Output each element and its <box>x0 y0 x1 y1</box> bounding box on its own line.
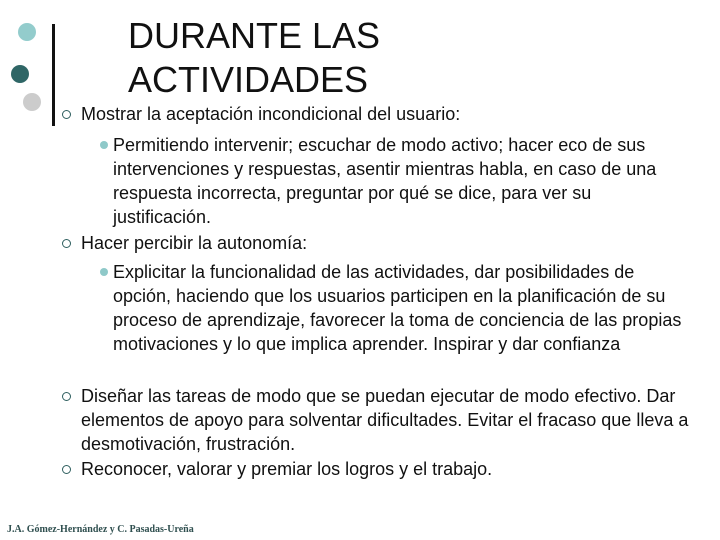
bullet-text: Permitiendo intervenir; escuchar de modo activo; hacer eco de sus intervenciones y respuestas, asentir mientras habla, en caso de una respuesta incorrecta, preguntar por qué se dice, para ver su justificación. <box>113 135 657 227</box>
title-line-1: DURANTE LAS <box>128 15 381 56</box>
bullet-3 <box>81 384 691 456</box>
circle-bullet-icon <box>62 110 71 119</box>
decorative-dot-grey <box>23 93 41 111</box>
circle-bullet-icon <box>62 392 71 401</box>
circle-bullet-icon <box>62 465 71 474</box>
bullet-text: Mostrar la aceptación incondicional del usuario: <box>81 104 461 124</box>
title-divider <box>52 24 55 126</box>
sub-bullet-1 <box>113 133 683 229</box>
bullet-4 <box>81 457 691 481</box>
sub-bullet-2 <box>113 260 683 356</box>
title-line-2: ACTIVIDADES <box>128 59 369 100</box>
slide-title <box>128 14 380 102</box>
bullet-2 <box>81 231 691 255</box>
bullet-text: Reconocer, valorar y premiar los logros y el trabajo. <box>81 459 493 479</box>
dot-bullet-icon <box>100 268 108 276</box>
bullet-1 <box>81 102 691 126</box>
circle-bullet-icon <box>62 239 71 248</box>
footer-authors: J.A. Gómez-Hernández y C. Pasadas-Ureña <box>7 524 194 535</box>
decorative-dot-dark-teal <box>11 65 29 83</box>
bullet-text: Hacer percibir la autonomía: <box>81 233 308 253</box>
decorative-dot-light-teal <box>18 23 36 41</box>
bullet-text: Diseñar las tareas de modo que se puedan ejecutar de modo efectivo. Dar elementos de apoyo para solventar dificultades. Evitar el fracaso que lleva a desmotivación, frustración. <box>81 386 689 454</box>
bullet-text: Explicitar la funcionalidad de las actividades, dar posibilidades de opción, haciendo que los usuarios participen en la planificación de su proceso de aprendizaje, favorecer la toma de conciencia de las propias motivaciones y lo que implica aprender. Inspirar y dar confianza <box>113 262 682 354</box>
dot-bullet-icon <box>100 141 108 149</box>
